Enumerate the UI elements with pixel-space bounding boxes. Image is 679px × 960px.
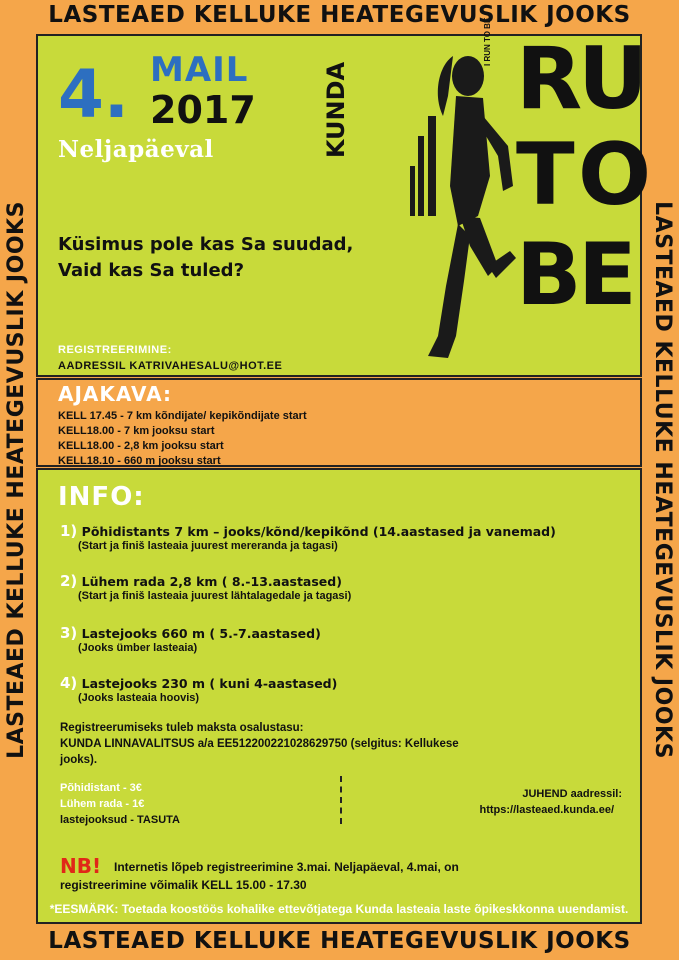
info-item-text: Lastejooks 660 m ( 5.-7.aastased) bbox=[81, 626, 321, 641]
nb-label: NB! bbox=[60, 854, 102, 878]
info-item-3 bbox=[60, 624, 321, 642]
guide-label: JUHEND aadressil: bbox=[522, 788, 622, 800]
slogan-letter-e: E bbox=[578, 225, 637, 325]
info-item-text: Lastejooks 230 m ( kuni 4-aastased) bbox=[81, 676, 338, 691]
slogan-letter-o: O bbox=[578, 125, 652, 225]
nb-text-1: Internetis lõpeb registreerimine 3.mai. Neljapäeval, 4.mai, on bbox=[114, 860, 459, 874]
slogan-letter-b: B bbox=[516, 225, 582, 325]
info-title: INFO: bbox=[58, 482, 145, 512]
price-short: Lühem rada - 1€ bbox=[60, 798, 145, 810]
info-item-number: 3) bbox=[60, 624, 78, 642]
schedule-row: KELL18.00 - 2,8 km jooksu start bbox=[58, 440, 224, 452]
info-item-text: Lühem rada 2,8 km ( 8.-13.aastased) bbox=[81, 574, 342, 589]
payment-line-2: KUNDA LINNAVALITSUS a/a EE512200221028629750 (selgitus: Kellukese bbox=[60, 738, 459, 750]
schedule-row: KELL18.10 - 660 m jooksu start bbox=[58, 455, 221, 467]
info-item-text: Põhidistants 7 km – jooks/kõnd/kepikõnd (14.aastased ja vanemad) bbox=[81, 524, 556, 539]
bottom-banner: LASTEAED KELLUKE HEATEGEVUSLIK JOOKS bbox=[48, 928, 631, 954]
event-place: KUNDA bbox=[322, 61, 351, 159]
payment-line-1: Registreerumiseks tuleb maksta osalustasu: bbox=[60, 722, 304, 734]
event-day: 4. bbox=[58, 56, 129, 133]
info-item-sub: (Jooks ümber lasteaia) bbox=[78, 642, 198, 654]
info-item-4 bbox=[60, 674, 337, 692]
slogan-small: I RUN TO BE. bbox=[483, 15, 492, 66]
schedule-row: KELL18.00 - 7 km jooksu start bbox=[58, 425, 215, 437]
schedule-row: KELL 17.45 - 7 km kõndijate/ kepikõndijate start bbox=[58, 410, 307, 422]
question-line-2: Vaid kas Sa tuled? bbox=[58, 260, 245, 281]
slogan-letter-r: R bbox=[516, 29, 583, 129]
schedule-panel bbox=[36, 378, 642, 467]
event-year: 2017 bbox=[150, 88, 256, 132]
slogan-letter-t: T bbox=[516, 125, 575, 225]
question-line-1: Küsimus pole kas Sa suudad, bbox=[58, 234, 354, 255]
top-banner: LASTEAED KELLUKE HEATEGEVUSLIK JOOKS bbox=[48, 2, 631, 28]
schedule-title: AJAKAVA: bbox=[58, 382, 172, 406]
registration-label: REGISTREERIMINE: bbox=[58, 344, 172, 356]
slogan-letter-u: U bbox=[578, 29, 648, 129]
info-panel bbox=[36, 468, 642, 924]
info-item-sub: (Jooks lasteaia hoovis) bbox=[78, 692, 200, 704]
info-item-number: 2) bbox=[60, 572, 78, 590]
runner-silhouette-icon bbox=[398, 36, 518, 376]
info-item-number: 1) bbox=[60, 522, 78, 540]
info-item-sub: (Start ja finiš lasteaia juurest lähtalagedale ja tagasi) bbox=[78, 590, 352, 602]
slogan-block bbox=[510, 29, 652, 374]
goal-text: *EESMÄRK: Toetada koostöös kohalike ettevõtjatega Kunda lasteaia laste õpikeskkonna uuendamist. bbox=[49, 902, 629, 916]
event-weekday: Neljapäeval bbox=[58, 136, 214, 163]
payment-line-3: jooks). bbox=[60, 754, 98, 766]
left-banner: LASTEAED KELLUKE HEATEGEVUSLIK JOOKS bbox=[4, 201, 29, 759]
info-item-1 bbox=[60, 522, 556, 540]
price-main: Põhidistant - 3€ bbox=[60, 782, 142, 794]
event-month: MAIL bbox=[150, 50, 249, 90]
guide-link[interactable]: https://lasteaed.kunda.ee/ bbox=[479, 804, 614, 816]
registration-address: AADRESSIL KATRIVAHESALU@HOT.EE bbox=[58, 360, 283, 372]
divider bbox=[340, 776, 342, 824]
info-item-sub: (Start ja finiš lasteaia juurest mereranda ja tagasi) bbox=[78, 540, 338, 552]
nb-text-2: registreerimine võimalik KELL 15.00 - 17.30 bbox=[60, 878, 307, 892]
price-kids: lastejooksud - TASUTA bbox=[60, 814, 180, 826]
info-item-2 bbox=[60, 572, 342, 590]
right-banner: LASTEAED KELLUKE HEATEGEVUSLIK JOOKS bbox=[650, 201, 675, 759]
info-item-number: 4) bbox=[60, 674, 78, 692]
